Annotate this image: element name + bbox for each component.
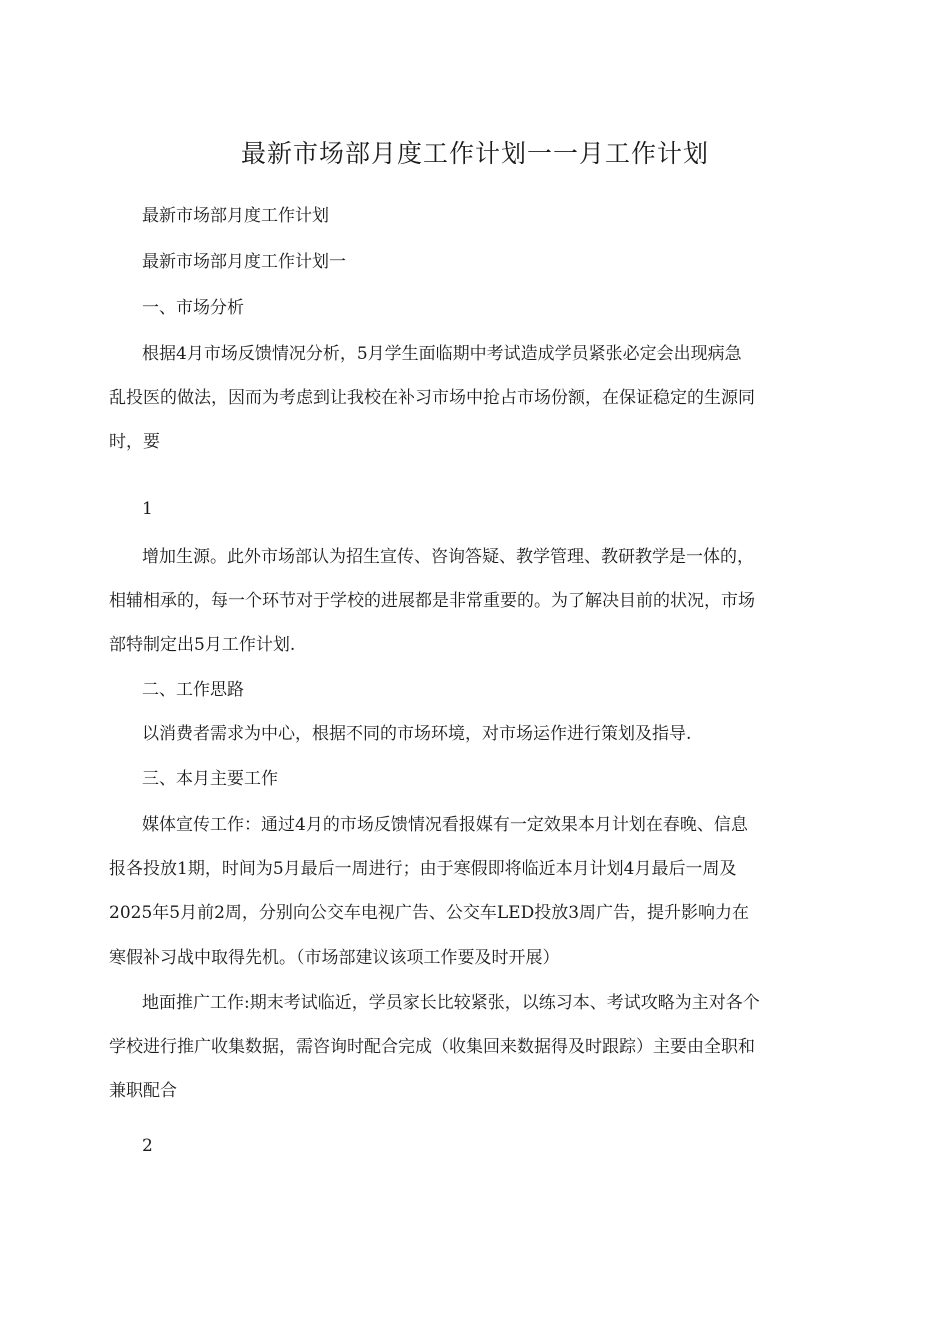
paragraph-line: 乱投医的做法，因而为考虑到让我校在补习市场中抢占市场份额，在保证稳定的生源同 xyxy=(109,388,755,408)
section-heading: 二、工作思路 xyxy=(142,680,244,700)
paragraph-line: 相辅相承的，每一个环节对于学校的进展都是非常重要的。为了解决目前的状况，市场 xyxy=(109,591,755,611)
page-number: 2 xyxy=(142,1136,153,1156)
subtitle-line: 最新市场部月度工作计划一 xyxy=(142,252,346,272)
paragraph-line: 地面推广工作:期末考试临近，学员家长比较紧张，以练习本、考试攻略为主对各个 xyxy=(142,993,760,1013)
section-heading: 三、本月主要工作 xyxy=(142,769,278,789)
paragraph-line: 报各投放1期，时间为5月最后一周进行；由于寒假即将临近本月计划4月最后一周及 xyxy=(109,859,737,879)
paragraph-line: 2025年5月前2周，分别向公交车电视广告、公交车LED投放3周广告，提升影响力在 xyxy=(109,903,750,923)
paragraph-line: 增加生源。此外市场部认为招生宣传、咨询答疑、教学管理、教研教学是一体的， xyxy=(142,547,754,567)
section-heading: 一、市场分析 xyxy=(142,298,244,318)
paragraph-line: 以消费者需求为中心，根据不同的市场环境，对市场运作进行策划及指导. xyxy=(142,724,692,744)
paragraph-line: 时，要 xyxy=(109,432,160,452)
paragraph-line: 根据4月市场反馈情况分析，5月学生面临期中考试造成学员紧张必定会出现病急 xyxy=(142,344,742,364)
paragraph-line: 寒假补习战中取得先机。（市场部建议该项工作要及时开展） xyxy=(109,948,560,968)
page-number: 1 xyxy=(142,499,153,519)
paragraph-line: 兼职配合 xyxy=(109,1081,177,1101)
document-title: 最新市场部月度工作计划一一月工作计划 xyxy=(240,139,709,168)
paragraph-line: 部特制定出5月工作计划. xyxy=(109,635,296,655)
paragraph-line: 媒体宣传工作：通过4月的市场反馈情况看报媒有一定效果本月计划在春晚、信息 xyxy=(142,815,748,835)
subtitle-line: 最新市场部月度工作计划 xyxy=(142,206,329,226)
paragraph-line: 学校进行推广收集数据，需咨询时配合完成（收集回来数据得及时跟踪）主要由全职和 xyxy=(109,1037,755,1057)
